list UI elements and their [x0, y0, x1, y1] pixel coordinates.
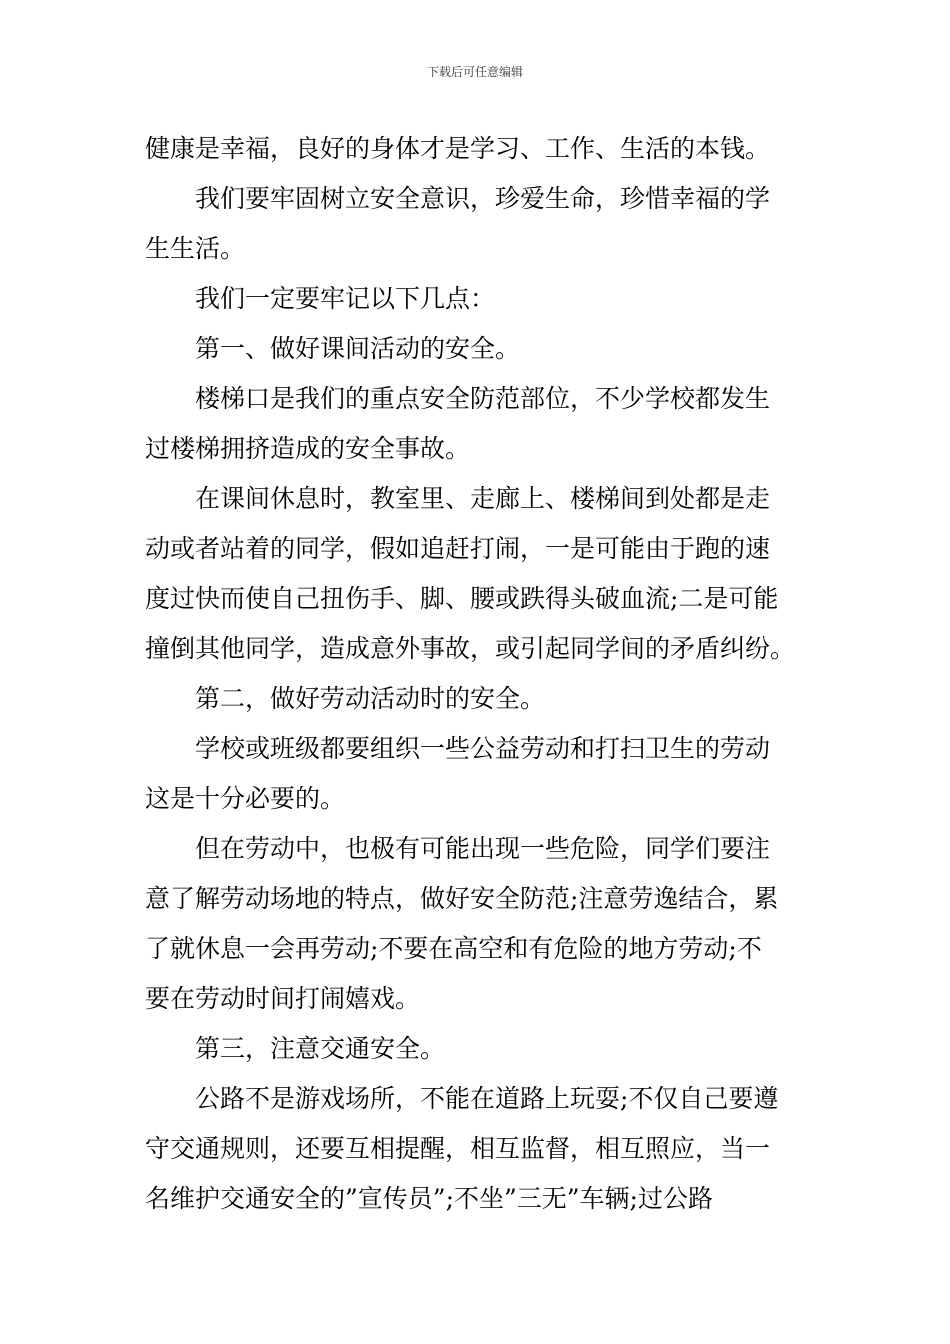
text-line: 但在劳动中，也极有可能出现一些危险，同学们要注 [195, 834, 771, 863]
text-line: 名维护交通安全的”宣传员”;不坐”三无”车辆;过公路 [145, 1184, 713, 1213]
paragraph [145, 474, 810, 674]
text-line: 要在劳动时间打闹嬉戏。 [145, 984, 421, 1013]
text-line: 在课间休息时，教室里、走廊上、楼梯间到处都是走 [195, 484, 771, 513]
paragraph [145, 724, 810, 824]
text-line: 第一、做好课间活动的安全。 [195, 334, 521, 363]
text-line: 撞倒其他同学，造成意外事故，或引起同学间的矛盾纠纷。 [145, 634, 796, 663]
text-line: 健康是幸福，良好的身体才是学习、工作、生活的本钱。 [145, 134, 771, 163]
text-line: 生生活。 [145, 234, 246, 263]
paragraph [145, 1074, 810, 1224]
paragraph [145, 824, 810, 1024]
paragraph [145, 174, 810, 274]
paragraph [145, 1024, 810, 1074]
page-header: 下载后可任意编辑 [426, 65, 523, 79]
text-line: 了就休息一会再劳动;不要在高空和有危险的地方劳动;不 [145, 934, 762, 963]
text-line: 我们要牢固树立安全意识，珍爱生命，珍惜幸福的学 [195, 184, 771, 213]
paragraph [145, 324, 810, 374]
paragraph [145, 124, 810, 174]
text-line: 楼梯口是我们的重点安全防范部位，不少学校都发生 [195, 384, 771, 413]
text-line: 学校或班级都要组织一些公益劳动和打扫卫生的劳动 [195, 734, 771, 763]
text-line: 动或者站着的同学，假如追赶打闹，一是可能由于跑的速 [145, 534, 771, 563]
text-line: 度过快而使自己扭伤手、脚、腰或跌得头破血流;二是可能 [145, 584, 779, 613]
paragraph [145, 274, 810, 324]
text-line: 我们一定要牢记以下几点： [195, 284, 496, 313]
paragraph [145, 674, 810, 724]
paragraph [145, 374, 810, 474]
text-line: 公路不是游戏场所，不能在道路上玩耍;不仅自己要遵 [195, 1084, 779, 1113]
text-line: 第三，注意交通安全。 [195, 1034, 446, 1063]
text-line: 第二，做好劳动活动时的安全。 [195, 684, 546, 713]
document-body [145, 124, 810, 1224]
text-line: 守交通规则，还要互相提醒，相互监督，相互照应，当一 [145, 1134, 771, 1163]
text-line: 过楼梯拥挤造成的安全事故。 [145, 434, 471, 463]
text-line: 这是十分必要的。 [145, 784, 346, 813]
text-line: 意了解劳动场地的特点，做好安全防范;注意劳逸结合，累 [145, 884, 779, 913]
